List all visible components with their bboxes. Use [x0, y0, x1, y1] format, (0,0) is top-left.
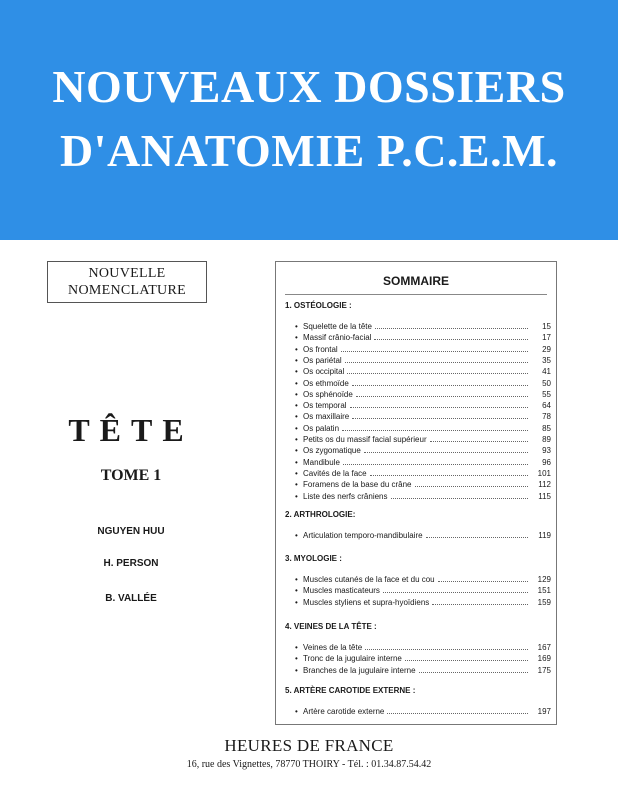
toc-entry-page: 129 — [537, 575, 551, 584]
section-heading: 1. OSTÉOLOGIE : — [285, 301, 352, 310]
bullet-icon: • — [295, 531, 298, 540]
bullet-icon: • — [295, 446, 298, 456]
summary-title: SOMMAIRE — [383, 274, 449, 288]
bullet-icon: • — [295, 457, 298, 467]
toc-entry-page: 64 — [542, 401, 551, 411]
toc-entry-label: Veines de la tête — [303, 643, 363, 652]
bullet-icon: • — [295, 665, 298, 675]
bullet-icon: • — [295, 355, 298, 365]
dot-leader — [387, 707, 528, 714]
toc-entry-label: Muscles styliens et supra-hyoïdiens — [303, 597, 430, 607]
toc-entry-page: 93 — [542, 446, 551, 456]
bullet-icon: • — [295, 367, 298, 377]
toc-entry — [295, 411, 551, 422]
toc-entry-label: Os pariétal — [303, 355, 342, 365]
toc-entry-label: Artère carotide externe — [303, 707, 385, 716]
title-banner — [0, 0, 618, 240]
toc-entry-label: Petits os du massif facial supérieur — [303, 435, 427, 444]
bullet-icon: • — [295, 597, 298, 607]
bullet-icon: • — [295, 435, 298, 444]
toc-entry — [295, 642, 551, 653]
bullet-icon: • — [295, 707, 298, 716]
dot-leader — [419, 666, 528, 673]
author-name: NGUYEN HUU — [97, 526, 165, 537]
dot-leader — [352, 412, 528, 419]
table-of-contents — [275, 261, 557, 725]
toc-entry-label: Os palatin — [303, 423, 340, 433]
nomenclature-badge — [47, 261, 207, 303]
toc-entry-page: 29 — [542, 344, 551, 354]
dot-leader — [438, 575, 528, 582]
toc-entry-label: Mandibule — [303, 457, 340, 467]
toc-entry — [295, 400, 551, 411]
toc-entry — [295, 332, 551, 343]
section-heading: 5. ARTÈRE CAROTIDE EXTERNE : — [285, 686, 416, 695]
dot-leader — [364, 446, 528, 453]
toc-entry — [295, 445, 551, 456]
toc-entry — [295, 479, 551, 490]
toc-entry — [295, 468, 551, 479]
toc-entry-page: 175 — [537, 665, 551, 675]
toc-entry-page: 41 — [542, 367, 551, 377]
toc-entry — [295, 530, 551, 541]
dot-leader — [341, 345, 528, 352]
dot-leader — [391, 492, 529, 499]
bullet-icon: • — [295, 412, 298, 422]
toc-entry-label: Os temporal — [303, 401, 347, 411]
toc-entry-page: 50 — [542, 378, 551, 388]
toc-entry — [295, 457, 551, 468]
dot-leader — [356, 390, 528, 397]
toc-entry — [295, 665, 551, 676]
dot-leader — [345, 356, 528, 363]
dot-leader — [370, 469, 528, 476]
toc-entry — [295, 344, 551, 355]
summary-divider — [285, 294, 547, 295]
toc-entry-page: 78 — [542, 412, 551, 422]
toc-entry — [295, 423, 551, 434]
toc-entry-label: Os maxillaire — [303, 412, 350, 422]
toc-entry-page: 17 — [542, 333, 551, 343]
toc-entry-page: 35 — [542, 355, 551, 365]
dot-leader — [426, 531, 528, 538]
bullet-icon: • — [295, 586, 298, 596]
bullet-icon: • — [295, 654, 298, 664]
toc-entry-label: Cavités de la face — [303, 468, 367, 478]
toc-entry-label: Muscles cutanés de la face et du cou — [303, 575, 435, 584]
bullet-icon: • — [295, 333, 298, 343]
toc-entry-page: 115 — [538, 491, 551, 501]
publisher-name: HEURES DE FRANCE — [224, 736, 394, 755]
toc-entry-page: 96 — [542, 457, 551, 467]
toc-entry — [295, 585, 551, 596]
toc-entry — [295, 706, 551, 717]
toc-entry-label: Muscles masticateurs — [303, 586, 380, 596]
dot-leader — [342, 424, 528, 431]
toc-entry-label: Os ethmoïde — [303, 378, 349, 388]
badge-line-2: NOMENCLATURE — [68, 283, 186, 298]
bullet-icon: • — [295, 575, 298, 584]
toc-entry-page: 151 — [537, 586, 551, 596]
bullet-icon: • — [295, 423, 298, 433]
toc-entry — [295, 434, 551, 445]
publisher-address: 16, rue des Vignettes, 78770 THOIRY - Tél. : 01.34.87.54.42 — [186, 759, 432, 770]
toc-entry-label: Os sphénoïde — [303, 389, 353, 399]
dot-leader — [365, 643, 528, 650]
toc-entry-page: 101 — [537, 468, 551, 478]
dot-leader — [430, 435, 528, 442]
section-heading: 2. ARTHROLOGIE: — [285, 510, 356, 519]
toc-entry-page: 159 — [537, 597, 551, 607]
toc-entry — [295, 355, 551, 366]
toc-entry-label: Os zygomatique — [303, 446, 361, 456]
toc-entry-label: Os occipital — [303, 367, 345, 377]
toc-entry-label: Liste des nerfs crâniens — [303, 491, 388, 501]
dot-leader — [432, 598, 528, 605]
toc-entry-label: Massif crânio-facial — [303, 333, 372, 343]
badge-line-1: NOUVELLE — [88, 266, 166, 281]
bullet-icon: • — [295, 322, 298, 331]
dot-leader — [374, 333, 528, 340]
dot-leader — [375, 322, 528, 329]
toc-entry — [295, 653, 551, 664]
dot-leader — [352, 379, 528, 386]
toc-entry-page: 119 — [538, 531, 551, 540]
dot-leader — [350, 401, 528, 408]
bullet-icon: • — [295, 468, 298, 478]
dot-leader — [383, 586, 528, 593]
banner-title-line-1: NOUVEAUX DOSSIERS — [52, 61, 566, 112]
toc-entry-label: Articulation temporo-mandibulaire — [303, 531, 423, 540]
section-heading: 3. MYOLOGIE : — [285, 554, 342, 563]
author-name: B. VALLÉE — [105, 593, 157, 604]
bullet-icon: • — [295, 643, 298, 652]
bullet-icon: • — [295, 491, 298, 501]
toc-entry — [295, 321, 551, 332]
toc-entry-label: Foramens de la base du crâne — [303, 480, 412, 490]
bullet-icon: • — [295, 344, 298, 354]
dot-leader — [405, 654, 528, 661]
toc-entry — [295, 389, 551, 400]
toc-entry-page: 167 — [537, 643, 551, 652]
toc-entry-label: Tronc de la jugulaire interne — [303, 654, 402, 664]
toc-entry — [295, 597, 551, 608]
toc-entry — [295, 491, 551, 502]
toc-entry-page: 169 — [537, 654, 551, 664]
toc-entry — [295, 366, 551, 377]
toc-entry-page: 55 — [542, 389, 551, 399]
bullet-icon: • — [295, 378, 298, 388]
section-heading: 4. VEINES DE LA TÊTE : — [285, 622, 377, 631]
dot-leader — [343, 458, 528, 465]
volume-title: TÊTE — [68, 412, 194, 448]
toc-entry-page: 85 — [542, 423, 551, 433]
toc-entry-page: 89 — [542, 435, 551, 444]
toc-entry-label: Squelette de la tête — [303, 322, 372, 331]
toc-entry — [295, 574, 551, 585]
toc-entry-page: 197 — [537, 707, 551, 716]
dot-leader — [347, 367, 528, 374]
bullet-icon: • — [295, 480, 298, 490]
banner-title-line-2: D'ANATOMIE P.C.E.M. — [59, 125, 559, 176]
toc-entry-page: 15 — [542, 322, 551, 331]
toc-entry-label: Os frontal — [303, 344, 338, 354]
dot-leader — [415, 480, 528, 487]
author-name: H. PERSON — [103, 558, 159, 569]
toc-entry-page: 112 — [538, 480, 551, 490]
tome-label: TOME 1 — [100, 467, 162, 484]
toc-entry-label: Branches de la jugulaire interne — [303, 665, 416, 675]
bullet-icon: • — [295, 401, 298, 411]
toc-entry — [295, 378, 551, 389]
bullet-icon: • — [295, 389, 298, 399]
